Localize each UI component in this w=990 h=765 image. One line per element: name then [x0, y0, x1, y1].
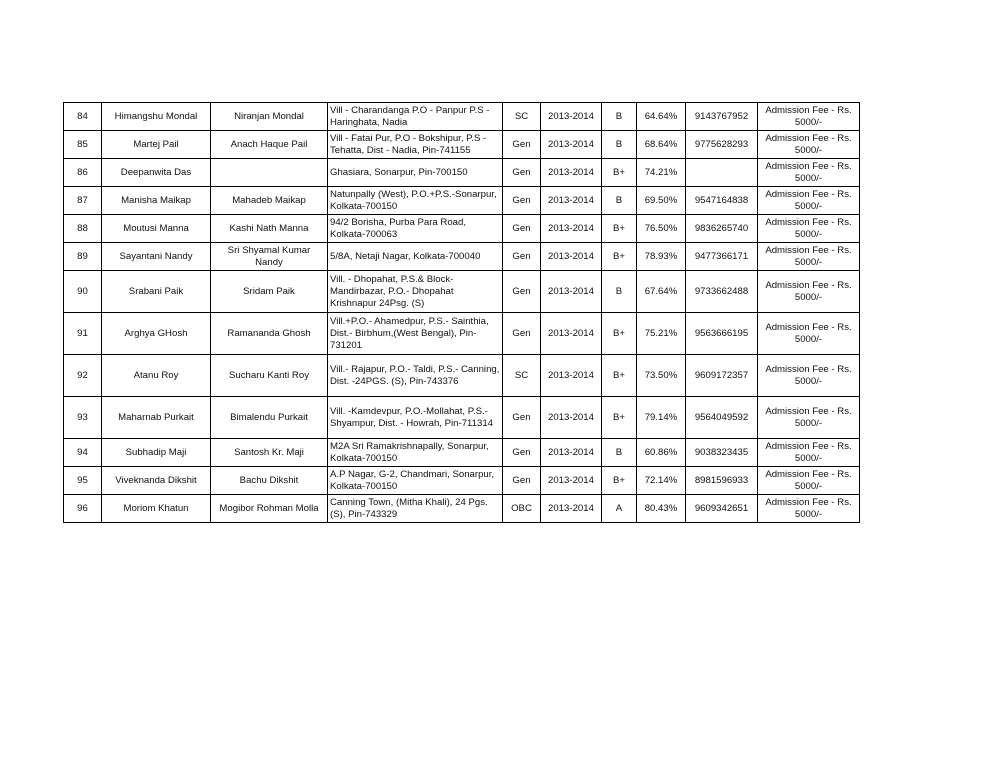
session-cell: 2013-2014 — [541, 397, 602, 439]
fee-cell: Admission Fee - Rs. 5000/- — [758, 243, 860, 271]
name-cell: Subhadip Maji — [102, 439, 211, 467]
session-cell: 2013-2014 — [541, 187, 602, 215]
category-cell: Gen — [503, 159, 541, 187]
address-cell: Vill. - Dhopahat, P.S.& Block-Mandirbazar, P.O.- Dhopahat Krishnapur 24Psg. (S) — [328, 271, 503, 313]
fee-cell: Admission Fee - Rs. 5000/- — [758, 131, 860, 159]
percent-cell: 72.14% — [637, 467, 686, 495]
grade-cell: B+ — [602, 467, 637, 495]
sl-cell: 89 — [64, 243, 102, 271]
sl-cell: 95 — [64, 467, 102, 495]
name-cell: Moriom Khatun — [102, 495, 211, 523]
percent-cell: 75.21% — [637, 313, 686, 355]
category-cell: Gen — [503, 313, 541, 355]
percent-cell: 69.50% — [637, 187, 686, 215]
percent-cell: 60.86% — [637, 439, 686, 467]
address-cell: Vill.+P.O.- Ahamedpur, P.S.- Sainthia, Dist.- Birbhum,(West Bengal), Pin-731201 — [328, 313, 503, 355]
session-cell: 2013-2014 — [541, 159, 602, 187]
percent-cell: 78.93% — [637, 243, 686, 271]
address-cell: Vill - Fatai Pur, P.O - Bokshipur, P.S - Tehatta, Dist - Nadia, Pin-741155 — [328, 131, 503, 159]
phone-cell: 9477366171 — [686, 243, 758, 271]
fee-cell: Admission Fee - Rs. 5000/- — [758, 187, 860, 215]
grade-cell: B — [602, 187, 637, 215]
category-cell: Gen — [503, 215, 541, 243]
session-cell: 2013-2014 — [541, 103, 602, 131]
table-row — [64, 243, 860, 271]
name-cell: Martej Pail — [102, 131, 211, 159]
session-cell: 2013-2014 — [541, 215, 602, 243]
phone-cell: 9609172357 — [686, 355, 758, 397]
category-cell: SC — [503, 355, 541, 397]
sl-cell: 93 — [64, 397, 102, 439]
fee-cell: Admission Fee - Rs. 5000/- — [758, 439, 860, 467]
name-cell: Srabani Paik — [102, 271, 211, 313]
guardian-cell: Mogibor Rohman Molla — [211, 495, 328, 523]
name-cell: Arghya GHosh — [102, 313, 211, 355]
guardian-cell: Sucharu Kanti Roy — [211, 355, 328, 397]
phone-cell: 9038323435 — [686, 439, 758, 467]
address-cell: Vill. -Kamdevpur, P.O.-Mollahat, P.S.-Shyampur, Dist. - Howrah, Pin-711314 — [328, 397, 503, 439]
student-table — [63, 102, 860, 523]
address-cell: Vill.- Rajapur, P.O.- Taldi, P.S.- Canning, Dist. -24PGS. (S), Pin-743376 — [328, 355, 503, 397]
name-cell: Atanu Roy — [102, 355, 211, 397]
guardian-cell: Ramananda Ghosh — [211, 313, 328, 355]
sl-cell: 96 — [64, 495, 102, 523]
phone-cell: 9775628293 — [686, 131, 758, 159]
name-cell: Viveknanda Dikshit — [102, 467, 211, 495]
percent-cell: 74.21% — [637, 159, 686, 187]
phone-cell: 9836265740 — [686, 215, 758, 243]
table-row — [64, 439, 860, 467]
grade-cell: B+ — [602, 215, 637, 243]
session-cell: 2013-2014 — [541, 271, 602, 313]
fee-cell: Admission Fee - Rs. 5000/- — [758, 215, 860, 243]
fee-cell: Admission Fee - Rs. 5000/- — [758, 103, 860, 131]
address-cell: M2A Sri Ramakrishnapally, Sonarpur, Kolkata-700150 — [328, 439, 503, 467]
fee-cell: Admission Fee - Rs. 5000/- — [758, 397, 860, 439]
fee-cell: Admission Fee - Rs. 5000/- — [758, 467, 860, 495]
address-cell: A.P Nagar, G-2, Chandmari, Sonarpur, Kolkata-700150 — [328, 467, 503, 495]
sl-cell: 92 — [64, 355, 102, 397]
guardian-cell: Niranjan Mondal — [211, 103, 328, 131]
phone-cell: 9143767952 — [686, 103, 758, 131]
phone-cell: 9733662488 — [686, 271, 758, 313]
guardian-cell: Sridam Paik — [211, 271, 328, 313]
category-cell: Gen — [503, 397, 541, 439]
name-cell: Maharnab Purkait — [102, 397, 211, 439]
name-cell: Moutusi Manna — [102, 215, 211, 243]
session-cell: 2013-2014 — [541, 439, 602, 467]
category-cell: Gen — [503, 243, 541, 271]
sl-cell: 91 — [64, 313, 102, 355]
table-row — [64, 187, 860, 215]
percent-cell: 73.50% — [637, 355, 686, 397]
guardian-cell: Santosh Kr. Maji — [211, 439, 328, 467]
guardian-cell: Bachu Dikshit — [211, 467, 328, 495]
category-cell: Gen — [503, 439, 541, 467]
sl-cell: 86 — [64, 159, 102, 187]
session-cell: 2013-2014 — [541, 495, 602, 523]
percent-cell: 80.43% — [637, 495, 686, 523]
fee-cell: Admission Fee - Rs. 5000/- — [758, 313, 860, 355]
percent-cell: 79.14% — [637, 397, 686, 439]
session-cell: 2013-2014 — [541, 131, 602, 159]
phone-cell: 9563666195 — [686, 313, 758, 355]
percent-cell: 68.64% — [637, 131, 686, 159]
sl-cell: 85 — [64, 131, 102, 159]
address-cell: Vill - Charandanga P.O - Panpur P.S - Haringhata, Nadia — [328, 103, 503, 131]
address-cell: 5/8A, Netaji Nagar, Kolkata-700040 — [328, 243, 503, 271]
category-cell: Gen — [503, 467, 541, 495]
category-cell: OBC — [503, 495, 541, 523]
name-cell: Sayantani Nandy — [102, 243, 211, 271]
table-row — [64, 131, 860, 159]
guardian-cell: Kashi Nath Manna — [211, 215, 328, 243]
grade-cell: B+ — [602, 313, 637, 355]
table-row — [64, 313, 860, 355]
grade-cell: B+ — [602, 355, 637, 397]
percent-cell: 76.50% — [637, 215, 686, 243]
name-cell: Himangshu Mondal — [102, 103, 211, 131]
address-cell: Ghasiara, Sonarpur, Pin-700150 — [328, 159, 503, 187]
name-cell: Manisha Maikap — [102, 187, 211, 215]
phone-cell: 9564049592 — [686, 397, 758, 439]
session-cell: 2013-2014 — [541, 313, 602, 355]
sl-cell: 84 — [64, 103, 102, 131]
grade-cell: A — [602, 495, 637, 523]
sl-cell: 88 — [64, 215, 102, 243]
guardian-cell: Anach Haque Pail — [211, 131, 328, 159]
guardian-cell: Mahadeb Maikap — [211, 187, 328, 215]
sl-cell: 94 — [64, 439, 102, 467]
fee-cell: Admission Fee - Rs. 5000/- — [758, 271, 860, 313]
category-cell: Gen — [503, 187, 541, 215]
name-cell: Deepanwita Das — [102, 159, 211, 187]
table-row — [64, 397, 860, 439]
guardian-cell: Bimalendu Purkait — [211, 397, 328, 439]
grade-cell: B — [602, 439, 637, 467]
table-row — [64, 159, 860, 187]
session-cell: 2013-2014 — [541, 243, 602, 271]
category-cell: SC — [503, 103, 541, 131]
grade-cell: B+ — [602, 243, 637, 271]
address-cell: 94/2 Borisha, Purba Para Road, Kolkata-700063 — [328, 215, 503, 243]
category-cell: Gen — [503, 131, 541, 159]
session-cell: 2013-2014 — [541, 467, 602, 495]
session-cell: 2013-2014 — [541, 355, 602, 397]
address-cell: Canning Town, (Mitha Khali), 24 Pgs. (S), Pin-743329 — [328, 495, 503, 523]
grade-cell: B+ — [602, 159, 637, 187]
phone-cell: 8981596933 — [686, 467, 758, 495]
percent-cell: 67.64% — [637, 271, 686, 313]
table-row — [64, 355, 860, 397]
table-row — [64, 271, 860, 313]
fee-cell: Admission Fee - Rs. 5000/- — [758, 355, 860, 397]
phone-cell: 9609342651 — [686, 495, 758, 523]
grade-cell: B — [602, 271, 637, 313]
percent-cell: 64.64% — [637, 103, 686, 131]
grade-cell: B — [602, 103, 637, 131]
table-row — [64, 103, 860, 131]
grade-cell: B+ — [602, 397, 637, 439]
address-cell: Natunpally (West), P.O.+P.S.-Sonarpur, Kolkata-700150 — [328, 187, 503, 215]
fee-cell: Admission Fee - Rs. 5000/- — [758, 495, 860, 523]
fee-cell: Admission Fee - Rs. 5000/- — [758, 159, 860, 187]
table-row — [64, 467, 860, 495]
sl-cell: 87 — [64, 187, 102, 215]
guardian-cell: Sri Shyamal Kumar Nandy — [211, 243, 328, 271]
grade-cell: B — [602, 131, 637, 159]
table-row — [64, 215, 860, 243]
category-cell: Gen — [503, 271, 541, 313]
phone-cell: 9547164838 — [686, 187, 758, 215]
table-row — [64, 495, 860, 523]
sl-cell: 90 — [64, 271, 102, 313]
guardian-cell — [211, 159, 328, 187]
phone-cell — [686, 159, 758, 187]
